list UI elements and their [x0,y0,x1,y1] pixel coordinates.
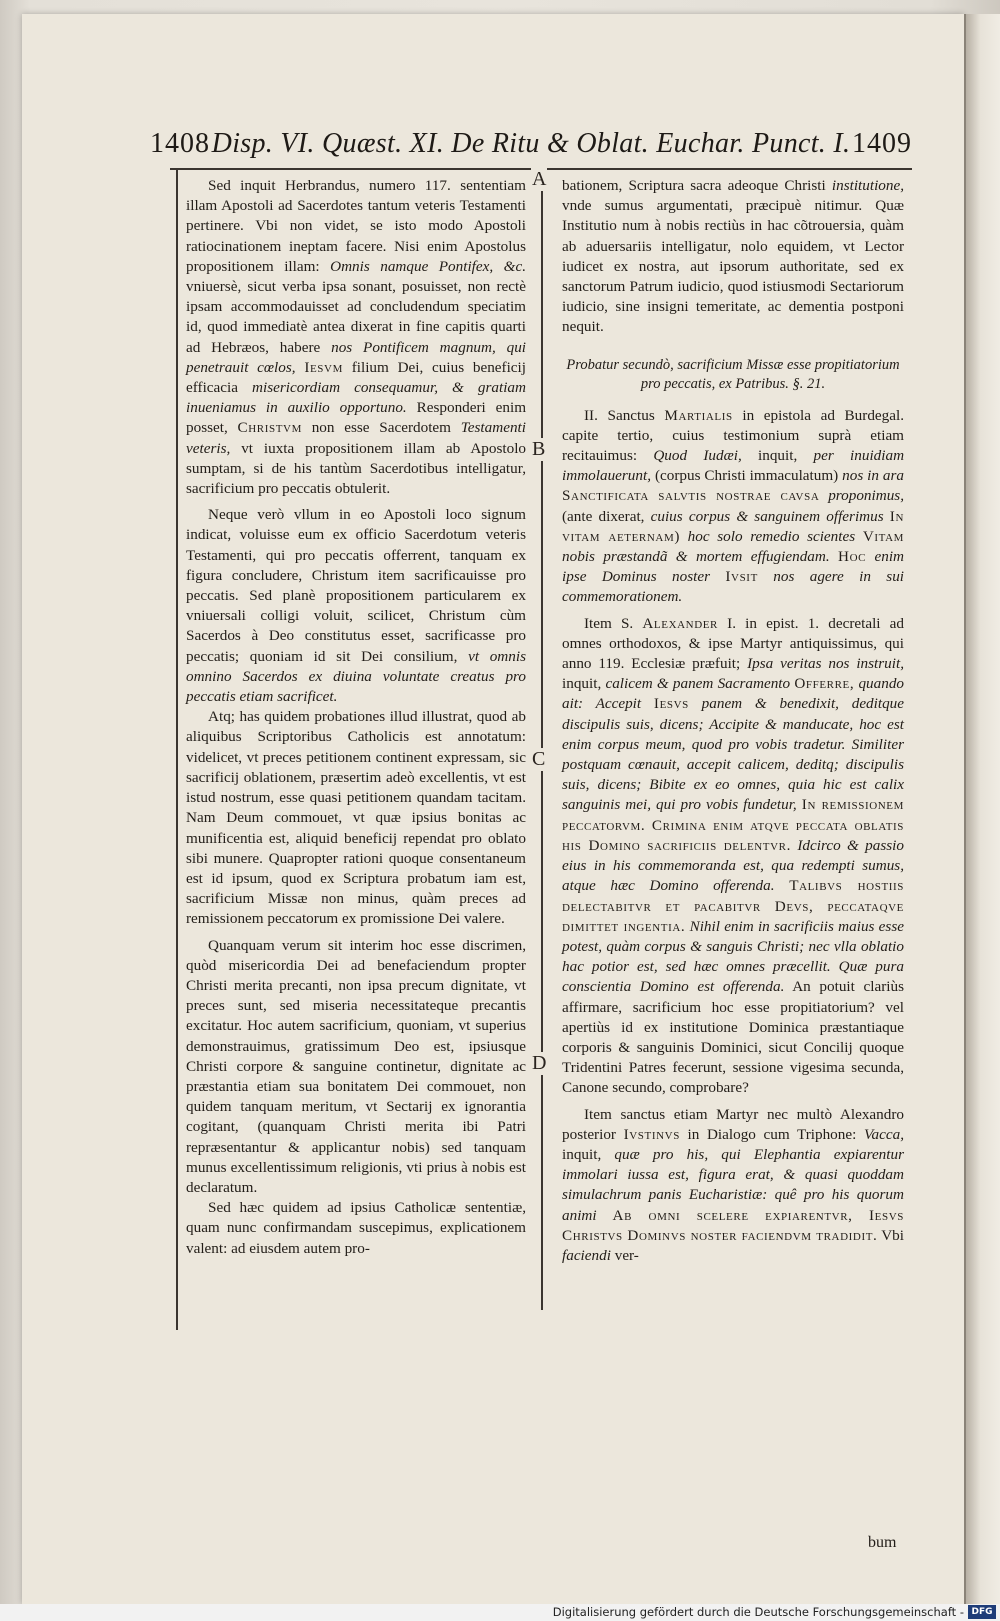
paragraph: Quanquam verum sit interim hoc esse discrimen, quòd misericordia Dei ad benefaciendum propter Christi merita precanti, non ipsa precum dignitate, vt preces sunt, sed miseria necessitateque precantis excitatur. Hoc autem sacrificium, quoniam, vt superius demonstrauimus, gratissimum Deo est, ipsiusque Christi corpore & sanguine continetur, dignitate ac præstantia etiam sua bonitatem Dei commouet, non quidem tanquam meritum, vt Sectarij ex ignorantia cogitant, (quanquam Christi merita ibi Patri repræsentantur & applicantur nobis) sed tanquam munus excellentissimum religionis, vti prius à nobis est declaratum. [186,936,526,1196]
margin-marker-d: D [532,1052,547,1074]
middle-column-rule [541,170,543,1310]
left-page-number: 1408 [150,128,210,159]
digitization-credit: Digitalisierung gefördert durch die Deutsche Forschungsgemeinschaft - [552,1605,964,1619]
catchword: bum [868,1534,897,1551]
paragraph: Neque verò vllum in eo Apostoli loco signum indicat, voluisse eum ex officio Sacerdotum veteris Testamenti, qui pro peccatis offerrent, tanquam ex figura concludere, Christum item sacrificauisse pro peccatis. Sed planè propositionem particularem ex vniuersali colligi voluit, scilicet, Christum cùm Sacerdos à Deo constitutus esset, sacrificasse pro peccatis; quoniam id sit Dei consilium, vt omnis omnino Sacerdos ex diuina voluntate creatus pro peccatis etiam sacrificet. [186,506,526,706]
right-page-number: 1409 [852,128,912,159]
paragraph: Sed inquit Herbrandus, numero 117. sententiam illam Apostoli ad Sacerdotes tantum veteris Testamenti pertinere. Vbi non videt, se isto modo Apostoli ratiocinationem ineptam facere. Nisi enim Apostolus propositionem illam: Omnis namque Pontifex, &c. vniuersè, sicut verba ipsa sonant, posuisset, non rectè ipsam accommodauisset ad concludendum speciatim id, quod immediatè antea dixerat in fine capitis quarti ad Hebræos, habere nos Pontificem magnum, qui penetrauit cœlos, Iesvm filium Dei, cuius beneficij efficacia misericordiam consequamur, & gratiam inueniamus in auxilio opportuno. Responderi enim posset, Christvm non esse Sacerdotem Testamenti veteris, vt iuxta propositionem illam ab Apostolo sumptam, si de his tantùm Sacerdotibus intelligatur, sacrificium pro peccatis obtulerit. [186,177,527,498]
running-header [150,128,912,168]
facing-page-edge [964,14,1000,1604]
margin-marker-c: C [532,748,546,770]
margin-marker-b: B [532,438,546,460]
margin-marker-a: A [532,168,547,190]
paragraph: Item sanctus etiam Martyr nec multò Alexandro posterior Ivstinvs in Dialogo cum Triphone: Vacca, inquit, quæ pro his, qui Elephantia expiarentur immolari iussa est, figura erat, & quasi quoddam simulachrum panis Eucharistiæ: quê pro his quorum animi Ab omni scelere expiarentvr, Iesvs Christvs Dominvs noster faciendvm tradidit. Vbi faciendi ver- [562,1105,904,1264]
section-heading: Probatur secundò, sacrificium Missæ esse propitiatorium pro peccatis, ex Patribus. §. 21. [566,356,900,392]
dfg-logo: DFG [968,1605,996,1619]
paragraph: Atq; has quidem probationes illud illustrat, quod ab aliquibus Scriptoribus Catholicis est annotatum: videlicet, vt preces petitionem continent expressam, sic sacrificij oblationem, præsertim adeò excellentis, vt est istud nostrum, esse quasi petitionem quandam tacitam. Nam Deum commouet, vt quæ ipsius bonitas ac munificentia est, aliquid beneficij rependat pro oblato sibi munere. Quapropter rationi quoque consentaneum est id ipsum, quod ex Scriptura probatum iam est, sacrificium Missæ non minus, quàm preces ad remissionem peccatorum ex promissione Dei valere. [186,708,526,928]
paragraph: bationem, Scriptura sacra adeoque Christi institutione, vnde sumus argumentati, præcipuè nitimur. Quæ Institutio num à nobis rectiùs in hac cõtrouersia, quàm ab aduersariis intelligatur, nolo equidem, vt Lector iudicet ex nostra, aut ipsorum authoritate, sed ex sanctorum Patrum iudicio, quod istiusmodi Sectariorum iudicio, sine insigni temeritate, ac dementia postponi nequit. [562,177,905,336]
left-column-rule [176,170,178,1330]
running-title: Disp. VI. Quæst. XI. De Ritu & Oblat. Euchar. Punct. I. [211,128,851,159]
left-column [186,176,526,1259]
paragraph: Sed hæc quidem ad ipsius Catholicæ sententiæ, quam nunc confirmandam suscepimus, explicationem valent: ad eiusdem autem pro- [186,1199,526,1257]
paragraph: Item S. Alexander I. in epist. 1. decretali ad omnes orthodoxos, & ipse Martyr antiquissimus, qui anno 119. Ecclesiæ præfuit; Ipsa veritas nos instruit, inquit, calicem & panem Sacramento Offerre, quando ait: Accepit Iesvs panem & benedixit, deditque discipulis suis, dicens; Accipite & manducate, hoc est enim corpus meum, quod pro vobis tradetur. Similiter postquam cœnauit, accepit calicem, deditq; discipulis suis, dicens; Bibite ex eo omnes, quia hic est calix sanguinis mei, qui pro vobis fundetur, In remissionem peccatorvm. Crimina enim atqve peccata oblatis his Domino sacrificiis delentvr. Idcirco & passio eius in his commemoranda est, qua redempti sumus, atque hæc Domino offerenda. Talibvs hostiis delectabitvr et pacabitvr Devs, peccataqve dimittet ingentia. Nihil enim in sacrificiis maius esse potest, quàm corpus & sanguis Christi; nec vlla oblatio hac potior est, sed hæc omnes præcellit. Quæ pura conscientia Domino est offerenda. An potuit clariùs affirmare, sacrificium hoc esse propitiatorium? vel apertiùs id ex institutione Dominica præstantiaque corporis & sanguinis Dominici, sicut Concilij quoque Tridentini Patres fecerunt, sessione vigesima secunda, Canone secundo, comprobare? [562,614,905,1097]
paragraph: II. Sanctus Martialis in epistola ad Burdegal. capite tertio, cuius testimonium suprà etiam recitauimus: Quod Iudæi, inquit, per inuidiam immolauerunt, (corpus Christi immaculatum) nos in ara Sanctificata salvtis nostrae cavsa proponimus, (ante dixerat, cuius corpus & sanguinem offerimus In vitam aeternam) hoc solo remedio scientes Vitam nobis præstandã & mortem effugiendam. Hoc enim ipse Dominus noster Ivsit nos agere in sui commemorationem. [562,406,905,606]
right-column [562,176,904,1266]
